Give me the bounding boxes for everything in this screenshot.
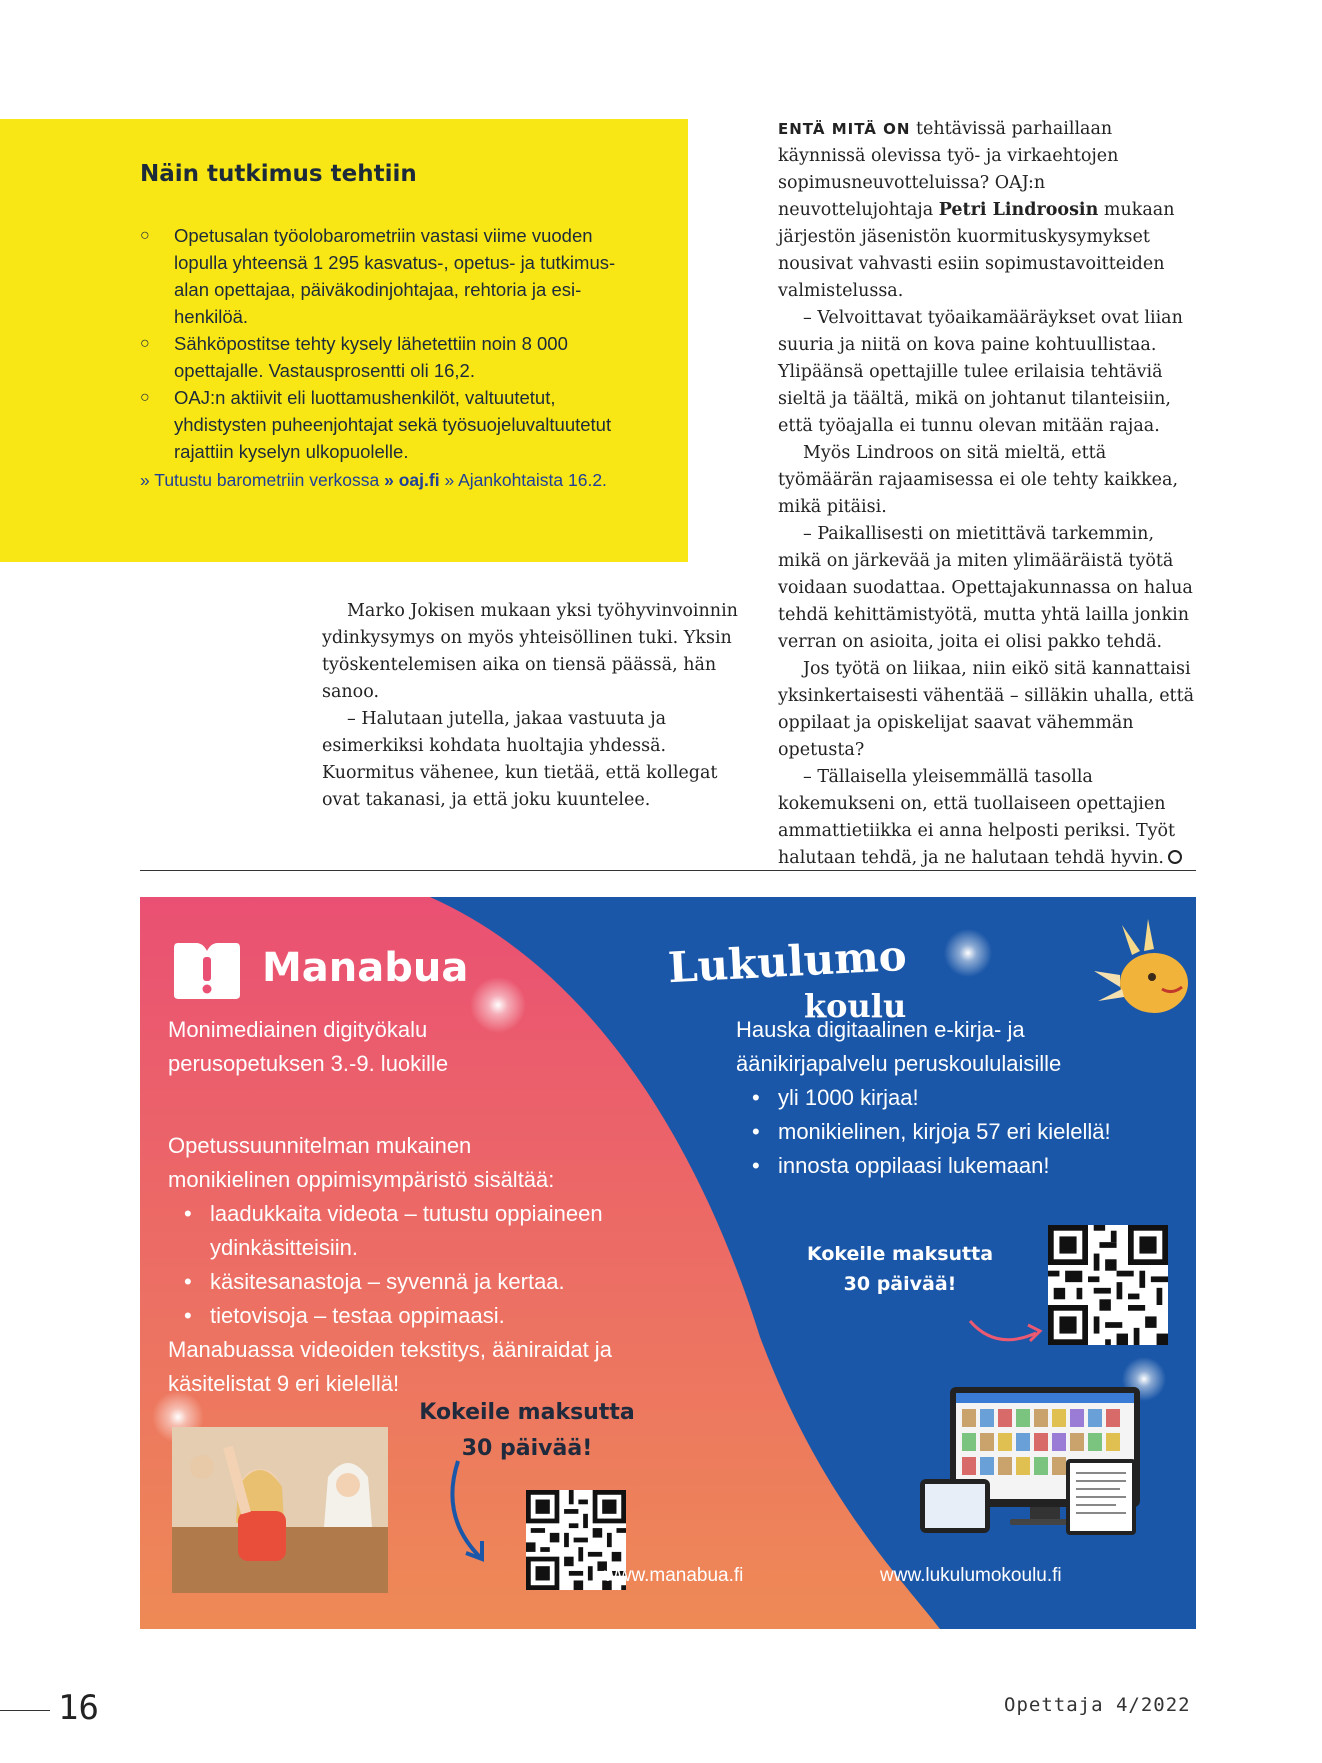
paragraph: – Tällaisella yleisemmällä tasolla kokemukseni on, että tuollaiseen opettajien ammattietiikka ei anna helposti periksi. Työt halutaan tehdä, ja ne halutaan tehdä hyvin. (778, 764, 1202, 872)
lukulumo-feature-list (736, 1081, 1176, 1183)
lukulumo-logo: Lukulumo koulu (666, 930, 908, 1025)
manabua-feature-list (168, 1197, 688, 1333)
barometer-link[interactable]: » Tutustu barometriin verkossa » oaj.fi » Ajankohtaista 16.2. (140, 470, 607, 490)
manabua-url[interactable]: www.manabua.fi (604, 1565, 744, 1586)
bird-mascot-icon (1092, 915, 1192, 1025)
list-item: • laadukkaita videota – tutustu oppiaineen ydinkäsitteisiin. (184, 1201, 603, 1260)
magazine-issue: Opettaja 4/2022 (1004, 1694, 1191, 1716)
article-right-column (778, 116, 1202, 872)
paragraph: – Halutaan jutella, jakaa vastuuta ja esimerkiksi kohdata huoltajia yhdessä. Kuormitus vähenee, kun tietää, että kollegat ovat takanasi, ja että joku kuuntelee. (322, 709, 718, 810)
list-item: ○ OAJ:n aktiivit eli luottamushenkilöt, valtuutetut, yhdistysten puheenjohtajat sekä työsuojeluvaltuutetut rajattiin kyselyn ulkopuolelle. (140, 384, 640, 465)
lead-paragraph: ENTÄ MITÄ ON tehtävissä parhaillaan käynnissä olevissa työ- ja virkaehtojen sopimusneuvotteluissa? OAJ:n neuvottelujohtaja Petri Lindroosin mukaan järjestön jäsenistön kuormituskysymykset nousivat vahvasti esiin sopimustavoitteiden valmistelussa. (778, 119, 1175, 301)
list-item: ○ Sähköpostitse tehty kysely lähetettiin noin 8 000 opettajalle. Vastausprosentti oli 16,2. (140, 330, 640, 384)
lukulumo-qr-code[interactable] (1048, 1225, 1168, 1345)
lead-caps: ENTÄ MITÄ ON (778, 120, 911, 138)
oaj-link[interactable]: » oaj.fi (384, 470, 440, 490)
list-item: • käsitesanastoja – syvennä ja kertaa. (184, 1269, 565, 1294)
list-item: • monikielinen, kirjoja 57 eri kielellä! (752, 1119, 1111, 1144)
paragraph: Marko Jokisen mukaan yksi työhyvinvoinnin ydinkysymys on myös yhteisöllinen tuki. Yksin työskentelemisen aika on tiensä päässä, hän sanoo. (322, 601, 738, 702)
circle-bullet-icon: ○ (140, 227, 150, 244)
footer-rule (0, 1710, 50, 1711)
paragraph: Jos työtä on liikaa, niin eikö sitä kannattaisi yksinkertaisesti vähentää – silläkin uhalla, että oppilaat ja opiskelijat saavat vähemmän opetusta? (778, 659, 1195, 760)
lukulumo-trial-text: Kokeile maksutta 30 päivää! (806, 1243, 994, 1295)
list-item: • tietovisoja – testaa oppimaasi. (184, 1303, 505, 1328)
article-left-column (322, 598, 740, 814)
end-circle-icon (1168, 850, 1182, 864)
manabua-tagline: Monimediainen digityökalu perusopetuksen 3.-9. luokille (168, 1017, 449, 1076)
paragraph: – Paikallisesti on mietittävä tarkemmin, mikä on järkevää ja miten ylimääräistä työtä voidaan suodattaa. Opettajakunnassa on halua tehdä kehittämistyötä, mutta yhtä lailla jonkin verran on asioita, joita ei olisi pakko tehdä. (778, 524, 1193, 652)
manabua-wordmark: Manabua (262, 945, 469, 991)
advertisement[interactable] (140, 897, 1196, 1629)
circle-bullet-icon: ○ (140, 389, 150, 406)
arrow-icon (440, 1457, 490, 1567)
list-item: ○ Opetusalan työolobarometriin vastasi viime vuoden lopulla yhteensä 1 295 kasvatus-, opetus- ja tutkimus-alan opettajaa, päiväkodinjohtajaa, rehtoria ja esi-henkilöä. (140, 222, 640, 330)
paragraph: Myös Lindroos on sitä mieltä, että työmäärän rajaamisessa ei ole tehty kaikkea, mikä pitäisi. (778, 443, 1179, 517)
person-name: Petri Lindroosin (938, 200, 1099, 220)
section-divider (140, 870, 1196, 871)
arrow-icon (966, 1311, 1050, 1351)
devices-illustration (920, 1383, 1150, 1539)
page-number: 16 (58, 1688, 99, 1728)
manabua-trial-text: Kokeile maksutta 30 päivää! (419, 1400, 635, 1461)
lukulumo-url[interactable]: www.lukulumokoulu.fi (880, 1565, 1062, 1586)
info-box (0, 119, 688, 562)
circle-bullet-icon: ○ (140, 335, 150, 352)
manabua-logo (172, 941, 482, 1001)
lukulumo-description: Hauska digitaalinen e-kirja- ja äänikirjapalvelu peruskoululaisille • yli 1000 kirjaa! • monikielinen, kirjoja 57 eri kielellä! • innosta oppilaasi lukemaan! (736, 1013, 1176, 1183)
paragraph: – Velvoittavat työaikamääräykset ovat liian suuria ja niitä on kova paine kohtuullistaa. Ylipäänsä opettajille tulee erilaisia tehtäviä sieltä ja täältä, mikä on johtanut tilanteisiin, että työajalla ei tunnu olevan mitään rajaa. (778, 308, 1183, 436)
info-box-title: Näin tutkimus tehtiin (140, 161, 417, 187)
classroom-photo (172, 1427, 388, 1593)
list-item: • innosta oppilaasi lukemaan! (752, 1153, 1050, 1178)
list-item: • yli 1000 kirjaa! (752, 1085, 919, 1110)
info-box-list (140, 222, 640, 465)
manabua-description: Opetussuunnitelman mukainen monikielinen oppimisympäristö sisältää: • laadukkaita videota – tutustu oppiaineen ydinkäsitteisiin. • käsitesanastoja – syvennä ja kertaa. • tietovisoja – testaa oppimaasi. Manabuassa videoiden tekstitys, ääniraidat ja käsitelistat 9 eri kielellä! (168, 1129, 688, 1401)
manabua-mark-icon (172, 941, 242, 1001)
